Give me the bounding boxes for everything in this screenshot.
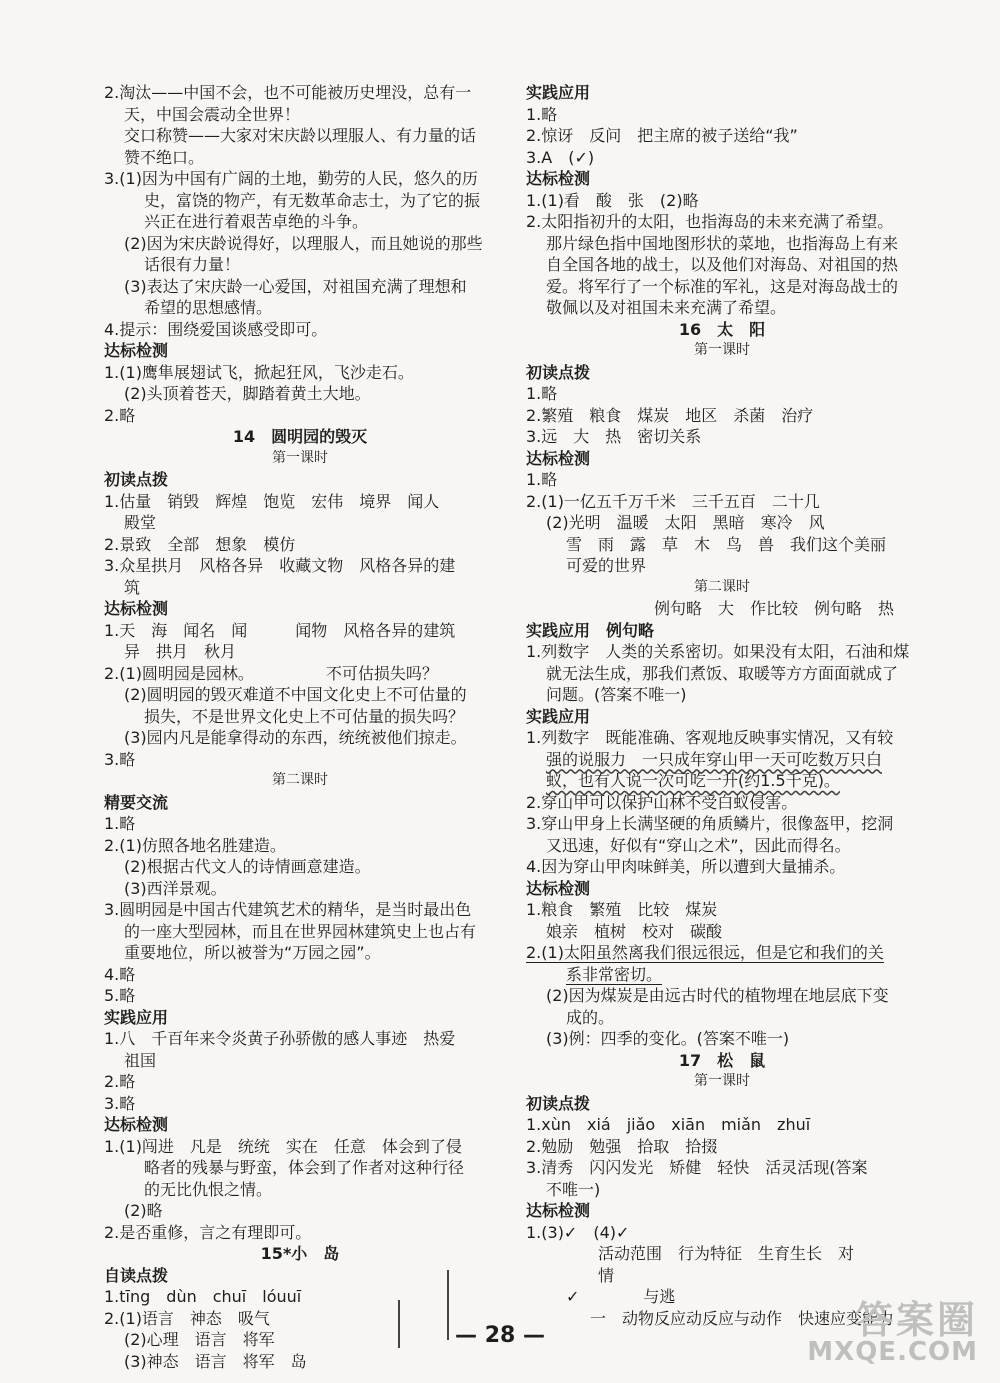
text-line: 1.天 海 闻名 闻 闻物 风格各异的建筑 <box>104 620 456 640</box>
text-line: 5.略 <box>104 986 136 1005</box>
text-line: 1.xùn xiá jiǎo xiān miǎn zhuī <box>526 1115 811 1134</box>
text-line: 略者的残暴与野蛮，体会到了作者对这种行径 <box>144 1158 465 1177</box>
text-line: (2)根据古代文人的诗情画意建造。 <box>124 857 371 876</box>
section-heading: 达标检测 <box>104 599 169 618</box>
text-line: 4.略 <box>104 964 136 984</box>
section-heading: 达标检测 <box>526 448 591 468</box>
text-line: 就无法生成，那我们煮饭、取暖等方方面面就成了 <box>546 663 899 683</box>
text-line: (2)因为宋庆龄说得好，以理服人，而且她说的那些 <box>124 233 483 253</box>
text-line: 1.八 千百年来令炎黄子孙骄傲的感人事迹 热爱 <box>104 1029 456 1048</box>
text-line: 强的说服力 一只成年穿山甲一天可吃数万只白 <box>546 749 883 769</box>
watermark-url: MXQE.COM <box>807 1337 978 1367</box>
section-heading: 精要交流 <box>104 792 169 812</box>
left-column <box>104 82 496 1372</box>
text-line: 1.略 <box>526 384 558 403</box>
watermark <box>784 1289 984 1371</box>
text-line: 1.(1)鹰隼展翅试飞，掀起狂风，飞沙走石。 <box>104 362 414 382</box>
right-column <box>526 82 918 1329</box>
section-heading: 实践应用 <box>526 706 591 726</box>
text-line: 2.是否重修，言之有理即可。 <box>104 1222 312 1242</box>
text-line: 1.粮食 繁殖 比较 煤炭 <box>526 900 718 919</box>
text-line: 1.估量 销毁 辉煌 饱览 宏伟 境界 闻人 <box>104 491 440 511</box>
text-line: 系非常密切。 <box>566 964 663 984</box>
section-heading: 达标检测 <box>526 1201 591 1220</box>
text-line: 赞不绝口。 <box>124 147 205 167</box>
text-line: 一 动物反应动反应与动作 快速应变能力 <box>526 1308 895 1328</box>
text-line: 的无比仇恨之情。 <box>144 1179 273 1199</box>
text-line: 2.(1)太阳虽然离我们很远很远，但是它和我们的关 <box>526 943 884 962</box>
text-line: ✓ 与逃 <box>566 1287 676 1306</box>
text-line: 史，富饶的物产，有无数革命志士，为了它的振 <box>144 190 481 210</box>
text-line: (3)西洋景观。 <box>124 878 227 898</box>
text-line: 4.提示：围绕爱国谈感受即可。 <box>104 319 328 339</box>
text-line: 2.(1)仿照各地名胜建造。 <box>104 835 286 855</box>
section-heading: 达标检测 <box>526 169 591 188</box>
lesson-subtitle: 第一课时 <box>694 342 750 358</box>
text-line: 成的。 <box>566 1007 615 1027</box>
section-heading: 初读点拨 <box>104 470 169 489</box>
lesson-title: 15*小 岛 <box>260 1244 340 1263</box>
text-line: 天，中国会震动全世界！ <box>124 104 301 124</box>
section-heading: 实践应用 <box>526 83 591 102</box>
text-line: 1.列数字 既能准确、客观地反映事实情况，又有较 <box>526 728 894 747</box>
section-heading: 实践应用 例句略 <box>526 620 655 640</box>
text-line: 3.A (✓) <box>526 147 595 167</box>
text-line: 重要地位，所以被誉为“万园之园”。 <box>124 943 381 962</box>
text-line: 兴正在进行着艰苦卓绝的斗争。 <box>144 212 369 231</box>
text-line: 2.惊讶 反问 把主席的被子送给“我” <box>526 126 798 145</box>
text-line: (2)头顶着苍天，脚踏着黄土大地。 <box>124 384 371 403</box>
section-heading: 达标检测 <box>526 878 591 898</box>
text-line: 情 <box>566 1265 615 1285</box>
text-line: 2.繁殖 粮食 煤炭 地区 杀菌 治疗 <box>526 405 814 425</box>
text-line: 希望的思想感情。 <box>144 298 273 317</box>
text-line: 问题。(答案不唯一) <box>546 685 687 704</box>
text-line: 1.(1)看 酸 张 (2)略 <box>526 190 699 210</box>
text-line: 交口称赞——大家对宋庆龄以理服人、有力量的话 <box>124 126 477 145</box>
text-line: 2.(1)一亿五千万千米 三千五百 二十几 <box>526 491 820 511</box>
text-line: 3.圆明园是中国古代建筑艺术的精华，是当时最出色 <box>104 900 472 919</box>
text-line: 活动范围 行为特征 生育生长 对 <box>566 1244 855 1263</box>
text-line: 1.列数字 人类的关系密切。如果没有太阳，石油和煤 <box>526 642 910 661</box>
text-line: (3)例：四季的变化。(答案不唯一) <box>546 1029 790 1048</box>
text-line: (2)因为煤炭是由远古时代的植物埋在地层底下变 <box>546 986 889 1005</box>
lesson-subtitle: 第二课时 <box>272 772 328 788</box>
text-line: (3)园内凡是能拿得动的东西，统统被他们掠走。 <box>124 728 467 747</box>
lesson-title: 16 太 阳 <box>678 319 766 339</box>
text-line: 2.太阳指初升的太阳，也指海岛的未来充满了希望。 <box>526 212 894 231</box>
text-line: 2.淘汰——中国不会，也不可能被历史埋没，总有一 <box>104 83 472 102</box>
text-line: 2.勉励 勉强 拾取 拾掇 <box>526 1136 718 1156</box>
lesson-title: 14 圆明园的毁灭 <box>232 427 368 446</box>
text-line: (2)略 <box>124 1201 163 1220</box>
text-line: 殿堂 <box>124 513 157 532</box>
section-heading: 达标检测 <box>104 341 169 360</box>
lesson-title: 17 松 鼠 <box>678 1050 766 1070</box>
text-line: 祖国 <box>124 1050 157 1070</box>
text-line: 3.清秀 闪闪发光 矫健 轻快 活灵活现(答案 <box>526 1158 868 1177</box>
text-line: 3.穿山甲身上长满坚硬的角质鳞片，很像盔甲，挖洞 <box>526 814 894 833</box>
text-line: 1.略 <box>526 104 558 124</box>
text-line: 1.tīng dùn chuī lóuuī <box>104 1287 302 1306</box>
text-line: (3)表达了宋庆龄一心爱国，对祖国充满了理想和 <box>124 276 467 296</box>
text-line: 1.(1)闯进 凡是 统统 实在 任意 体会到了侵 <box>104 1136 462 1156</box>
text-line: 又迅速，好似有“穿山之术”，因此而得名。 <box>546 835 851 855</box>
text-line: 2.略 <box>104 1072 136 1091</box>
text-line: 话很有力量！ <box>144 255 241 274</box>
lesson-subtitle: 第一课时 <box>694 1073 750 1089</box>
text-line: 2.略 <box>104 405 136 425</box>
text-line: (2)圆明园的毁灭难道不中国文化史上不可估量的 <box>124 685 467 704</box>
text-line: 3.(1)因为中国有广阔的土地，勤劳的人民，悠久的历 <box>104 169 478 188</box>
text-line: 1.略 <box>104 814 136 833</box>
text-line: 雪 雨 露 草 木 鸟 兽 我们这个美丽 <box>566 534 887 554</box>
text-line: 可爱的世界 <box>566 556 647 575</box>
text-line: 不唯一) <box>546 1179 601 1199</box>
text-line: (2)心理 语言 将军 <box>124 1330 275 1349</box>
text-line: 4.因为穿山甲肉味鲜美，所以遭到大量捕杀。 <box>526 857 846 876</box>
text-line: 2.(1)语言 神态 吸气 <box>104 1308 270 1328</box>
section-heading: 初读点拨 <box>526 1093 591 1113</box>
text-line: 3.众星拱月 风格各异 收藏文物 风格各异的建 <box>104 556 456 575</box>
text-line: 那片绿色指中国地图形状的菜地，也指海岛上有来 <box>546 233 899 253</box>
text-line: 娘亲 植树 校对 碳酸 <box>546 921 723 941</box>
text-line: 筑 <box>124 577 141 597</box>
text-line: 2.穿山甲可以保护山林不受白蚁侵害。 <box>526 792 798 812</box>
text-line: 例句略 大 作比较 例句略 热 <box>526 599 895 618</box>
text-line: (3)神态 语言 将军 岛 <box>124 1351 307 1371</box>
text-line: 1.略 <box>526 470 558 489</box>
page-number: — 28 — <box>455 1323 545 1348</box>
text-line: 2.(1)圆明园是园林。 不可估损失吗？ <box>104 663 438 683</box>
text-line: 损失，不是世界文化史上不可估量的损失吗？ <box>144 706 465 726</box>
text-line: 敬佩以及对祖国未来充满了希望。 <box>546 298 787 317</box>
text-line: 3.略 <box>104 1093 136 1113</box>
section-heading: 达标检测 <box>104 1115 169 1134</box>
text-line: 异 拱月 秋月 <box>124 642 237 661</box>
text-line: 自全国各地的战士，以及他们对海岛、对祖国的热 <box>546 255 899 274</box>
text-line: (2)光明 温暖 太阳 黑暗 寒冷 风 <box>546 513 825 532</box>
lesson-subtitle: 第二课时 <box>694 578 750 595</box>
section-heading: 实践应用 <box>104 1007 169 1027</box>
section-heading: 自读点拨 <box>104 1265 169 1285</box>
text-line: 的一座大型园林，而且在世界园林建筑史上也占有 <box>124 921 477 941</box>
text-line: 3.远 大 热 密切关系 <box>526 427 702 446</box>
text-line: 2.景致 全部 想象 模仿 <box>104 534 296 554</box>
text-line: 爱。将军行了一个标准的军礼，这是对海岛战士的 <box>546 276 899 296</box>
text-line: 3.略 <box>104 749 136 769</box>
watermark-logo: 答案圈 <box>854 1298 978 1342</box>
text-line: 1.(3)✓ (4)✓ <box>526 1222 630 1242</box>
section-heading: 初读点拨 <box>526 362 591 382</box>
text-line: 蚁，也有人说一次可吃一升(约1.5千克)。 <box>546 771 840 790</box>
lesson-subtitle: 第一课时 <box>272 449 328 466</box>
